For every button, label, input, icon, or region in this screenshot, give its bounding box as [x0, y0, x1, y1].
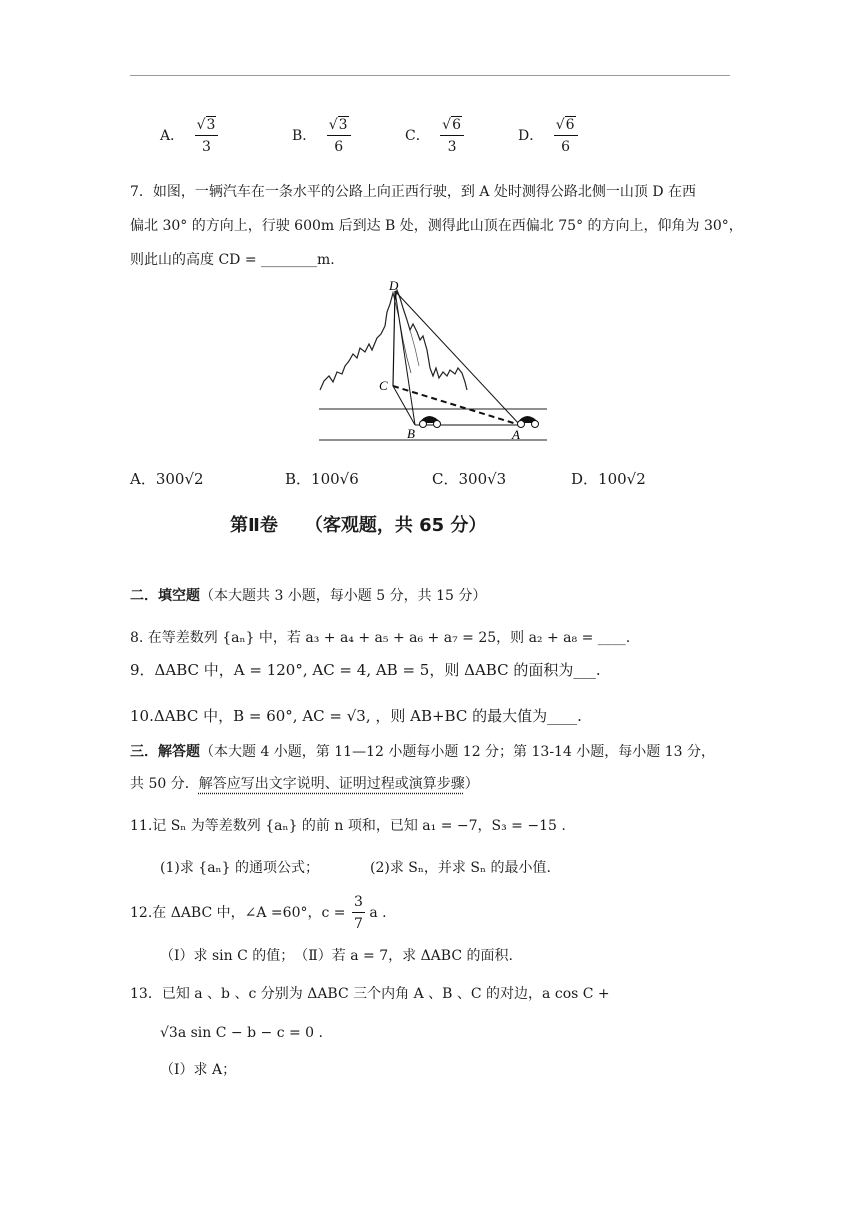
option-c-fraction: $\frac{√6}{3}$: [440, 118, 464, 154]
q7-option-d: D．100√2: [571, 470, 646, 488]
q7-line2: 偏北 30° 的方向上，行驶 600m 后到达 B 处，测得此山顶在西偏北 75° 的方向上，仰角为 30°，: [130, 218, 743, 234]
line-db: [395, 291, 415, 425]
section3-emphasis: 解答应写出文字说明、证明过程或演算步骤: [198, 776, 465, 792]
q13-part1: （Ⅰ）求 A；: [160, 1062, 237, 1078]
section3-desc: （本大题 4 小题，第 11—12 小题每小题 12 分；第 13-14 小题，每小题 13 分，: [200, 744, 716, 760]
q12-parts: （Ⅰ）求 sin C 的值； （Ⅱ）若 a = 7，求 ΔABC 的面积.: [160, 948, 513, 964]
q11: 11.记 Sₙ 为等差数列 {aₙ} 的前 n 项和，已知 a₁ = −7，S₃ = −15 .: [130, 818, 566, 834]
line-da: [395, 291, 520, 425]
q7-line1: 7．如图，一辆汽车在一条水平的公路上向正西行驶，到 A 处时测得公路北侧一山顶 D 在西: [130, 184, 697, 200]
section2-heading: 二．填空题: [130, 588, 200, 604]
section3-heading: 三．解答题: [130, 744, 200, 760]
line-dc: [393, 291, 395, 386]
section2-desc: （本大题共 3 小题，每小题 5 分，共 15 分）: [200, 588, 487, 604]
q12: 12.在 ΔABC 中，∠A =60°，c = $\frac{3}{7}$ a .: [130, 894, 387, 932]
part2-title: 第Ⅱ卷 （客观题，共 65 分）: [230, 515, 487, 536]
label-c: C: [379, 378, 388, 393]
q13-line2: √3a sin C − b − c = 0 .: [160, 1025, 323, 1041]
q7-option-c: C．300√3: [432, 470, 507, 488]
option-a-fraction: $\frac{√3}{3}$: [195, 118, 219, 154]
q13-line1: 13．已知 a 、b 、c 分别为 ΔABC 三个内角 A 、B 、C 的对边，a cos C +: [130, 986, 610, 1002]
option-d-label: D．: [518, 128, 544, 144]
q10: 10.ΔABC 中，B = 60°, AC = √3, ，则 AB+BC 的最大值为____.: [130, 707, 582, 725]
label-d: D: [389, 278, 399, 293]
option-c-label: C．: [405, 128, 430, 144]
option-c: [405, 118, 464, 154]
option-b-fraction: $\frac{√3}{6}$: [327, 118, 351, 154]
car-icon-a: [517, 416, 539, 428]
label-b: B: [407, 426, 415, 441]
option-b: [292, 118, 351, 154]
label-a: A: [512, 427, 520, 442]
option-a: [160, 118, 218, 154]
q12-fraction: $\frac{3}{7}$: [353, 894, 363, 932]
section2-header: [130, 585, 486, 605]
q11-part1: (1)求 {aₙ} 的通项公式；: [160, 860, 319, 876]
section3-header: [130, 741, 715, 761]
option-a-label: A．: [160, 128, 185, 144]
q11-part2: (2)求 Sₙ，并求 Sₙ 的最小值.: [370, 860, 551, 876]
option-d: [518, 118, 578, 154]
header-rule: [130, 75, 730, 76]
option-b-label: B．: [292, 128, 317, 144]
q8: 8. 在等差数列 {aₙ} 中，若 a₃ + a₄ + a₅ + a₆ + a₇ = 25，则 a₂ + a₈ = ____.: [130, 630, 631, 646]
q7-option-a: A．300√2: [130, 470, 204, 488]
car-icon-b: [419, 416, 441, 428]
option-d-fraction: $\frac{√6}{6}$: [554, 118, 578, 154]
q7-option-b: B．100√6: [285, 470, 359, 488]
mountain-figure: [315, 278, 551, 444]
q7-line3: 则此山的高度 CD = ________m.: [130, 252, 335, 268]
q9: 9．ΔABC 中，A = 120°, AC = 4, AB = 5，则 ΔABC 的面积为___.: [130, 661, 601, 679]
section3-desc-line2: 共 50 分．解答应写出文字说明、证明过程或演算步骤）: [130, 776, 479, 792]
